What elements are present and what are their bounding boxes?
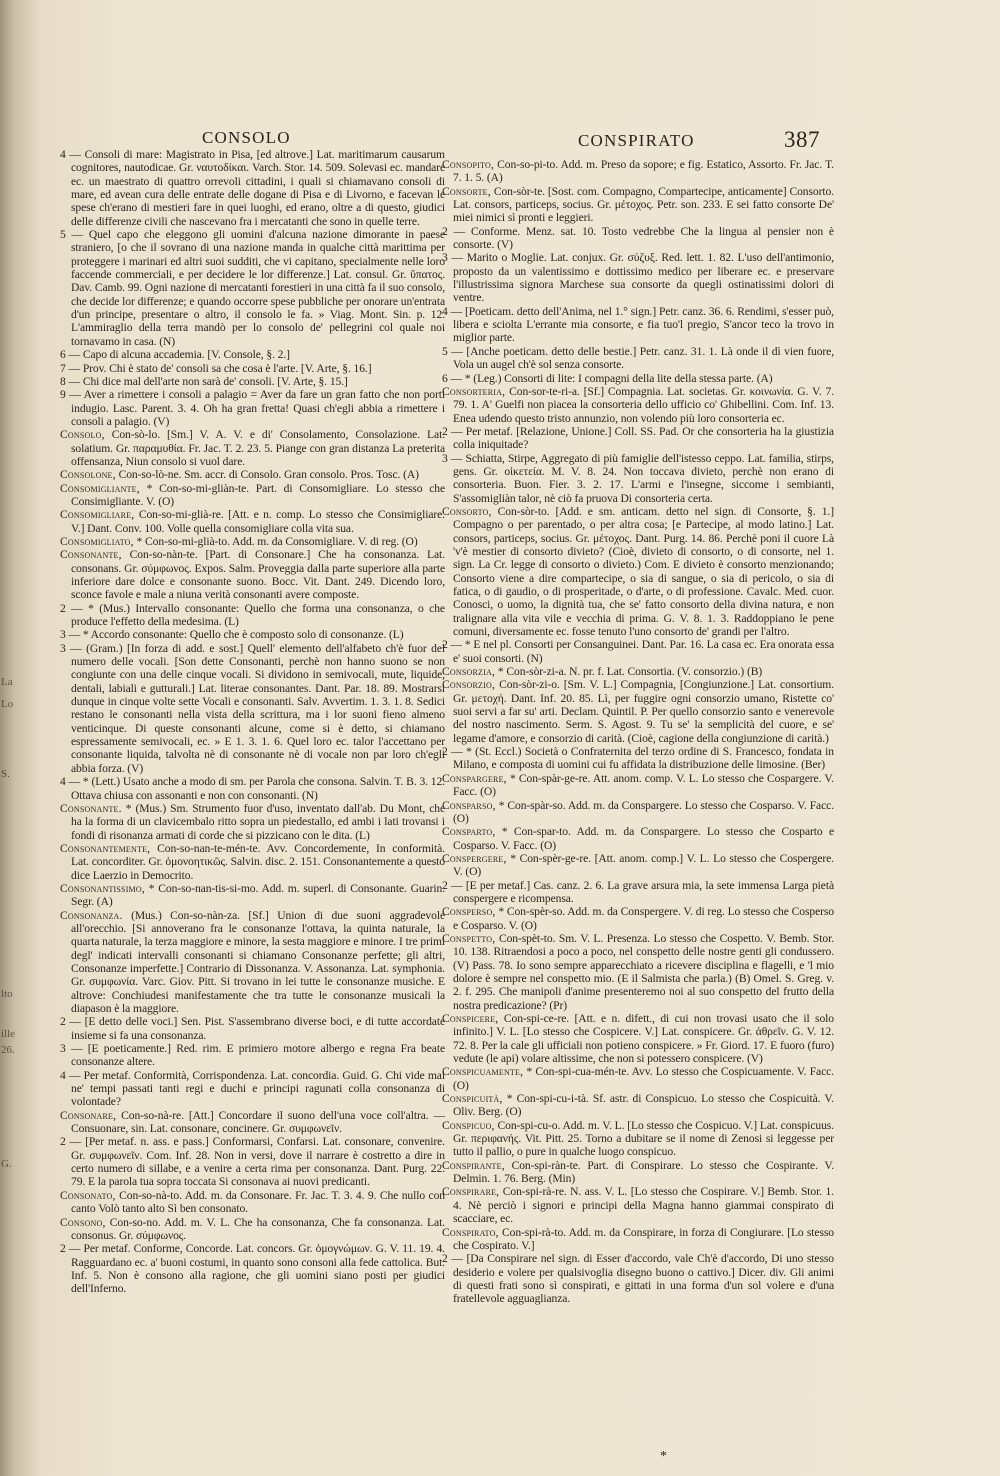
entry-text: * Con-spèr-so. Add. m. da Conspergere. V. di reg. Lo stesso che Cosperso e Cosparso. V. (O) bbox=[453, 905, 834, 932]
entry-headword: Consomigliato, bbox=[60, 534, 134, 548]
running-header-left: CONSOLO bbox=[202, 128, 291, 147]
entry-text: Con-spi-cu-o. Add. m. V. L. [Lo stesso che Cospicuo. V.] Lat. conspicuus. Gr. περιφανής. Vit. Pitt. 25. Torno a dubitare se il nome di Zenosi si leggesse per tutto il pallio, o pure in qualche luogo conspicuo. bbox=[453, 1118, 834, 1159]
entry-text: * Con-so-mi-glià-to. Add. m. da Consomigliare. V. di reg. (O) bbox=[136, 534, 418, 548]
entry-headword: Consorteria, bbox=[442, 384, 506, 398]
entry-text: Con-so-mi-glià-re. [Att. e n. comp. Lo stesso che Consimigliare. V.] Dant. Conv. 100. Volle quella consomigliare colla vita sua. bbox=[71, 508, 445, 535]
column-right bbox=[442, 158, 834, 1446]
entry-text: * (Lett.) Usato anche a modo di sm. per Parola che consona. Salvin. T. B. 3. 12. Ottava chiusa con assonanti e non con consonanti. (N) bbox=[71, 775, 445, 802]
entry-headword: Consparso, bbox=[442, 798, 496, 812]
entry-text: [Da Conspirare nel sign. di Esser d'accordo, vale Ch'è d'accordo, Di uno stesso desiderio e volere per qualsivoglia disegno buono o cattivo.] Dicer. div. Gli animi di questi frati sono sì conspirati, e gittati in una forma d'un sol volere e d'una fratellevole agguaglianza. bbox=[453, 1252, 834, 1306]
margin-fragment: Lo bbox=[1, 698, 14, 710]
sense-entry bbox=[442, 305, 834, 345]
entry-headword: Conspargere, bbox=[442, 771, 507, 785]
entry-headword: Conspirante, bbox=[442, 1158, 505, 1172]
sense-entry bbox=[442, 879, 834, 906]
entry-text: Per metaf. [Relazione, Unione.] Coll. SS. Pad. Or che consorteria ha la giustizia colla iniquitade? bbox=[453, 424, 834, 452]
dictionary-entry bbox=[60, 468, 445, 481]
entry-text: Con-sor-te-ri-a. [Sf.] Compagnia. Lat. societas. Gr. κοινωνία. G. V. 7. 79. 1. A' Guelfi non piacea la consorteria dello ufficio co' Ghibellini. Com. Inf. 13. Enea udendo questo tristo annunzio, non volendo più loro consorteria ec. bbox=[453, 384, 834, 425]
entry-text: [E detto delle voci.] Sen. Pist. S'assembrano diverse boci, e di tutte accordate insieme si fa una consonanza. bbox=[71, 1015, 445, 1042]
entry-text: Aver a rimettere i consoli a palagio = Aver da fare un gran fatto che non porti indugio. Lasc. Parent. 3. 4. Oh ha gran fretta! Quasi ch'egli abbia a rimettere i consoli a palagio. (V) bbox=[71, 388, 445, 428]
margin-fragment: G. bbox=[1, 1158, 12, 1170]
entry-text: Prov. Chi è stato de' consoli sa che cosa è l'arte. [V. Arte, §. 16.] bbox=[82, 361, 372, 375]
margin-fragment: 26. bbox=[1, 1044, 15, 1056]
sense-number: 2 — bbox=[60, 601, 83, 615]
entry-text: Con-so-nà-re. [Att.] Concordare il suono dell'una voce coll'altra. — Consuonare, sin. Lat. consonare, concinere. Gr. συμφωνεῖν. bbox=[71, 1108, 445, 1136]
sense-number: 2 — bbox=[442, 224, 466, 238]
dictionary-entry bbox=[60, 548, 445, 601]
entry-headword: Consorzio, bbox=[442, 678, 496, 692]
entry-text: Con-so-no. Add. m. V. L. Che ha consonanza, Che fa consonanza. Lat. consonus. Gr. σύμφωνος. bbox=[71, 1215, 445, 1242]
entry-text: Con-sòr-te. [Sost. com. Compagno, Compartecipe, anticamente] Consorto. Lat. consors, particeps, socius. Gr. μέτοχος. Petr. son. 233. E sei fatto consorte De' miei nimici sì pronti e leggieri. bbox=[453, 184, 834, 225]
sense-number: 2 — bbox=[60, 1242, 81, 1256]
sense-number: 9 — bbox=[60, 388, 81, 402]
entry-text: Chi dice mal dell'arte non sarà de' consoli. [V. Arte, §. 15.] bbox=[82, 374, 348, 388]
sense-entry bbox=[442, 372, 834, 385]
facing-page-margin bbox=[0, 0, 30, 1476]
sense-number: 4 — bbox=[60, 1068, 81, 1082]
sense-entry bbox=[442, 345, 834, 372]
entry-text: * Con-spàr-so. Add. m. da Conspargere. Lo stesso che Cosparso. V. Facc. (O) bbox=[453, 798, 834, 825]
dictionary-entry bbox=[442, 1092, 834, 1119]
sense-entry bbox=[60, 1069, 445, 1109]
sense-number: 2 — bbox=[60, 1015, 81, 1029]
entry-headword: Consonantissimo, bbox=[60, 881, 145, 895]
sense-entry bbox=[442, 251, 834, 304]
running-header-right: CONSPIRATO bbox=[578, 131, 695, 150]
sense-entry bbox=[60, 1242, 445, 1295]
sense-entry bbox=[442, 638, 834, 665]
sense-number: 4 — bbox=[60, 148, 81, 161]
entry-text: Quel capo che eleggono gli uomini d'alcuna nazione dimorante in paese straniero, [o che il sovrano di una nazione manda in qualche città marittima per proteggere i marinari ed altri suoi sudditi, che vi capitano, specialmente nelle loro faccende commerciali, e per decidere le lor differenze.] Lat. consul. Gr. ὕπατος. Dav. Camb. 99. Ogni nazione di mercatanti forestieri in una città fa il suo consolo, che decide lor differenze; e quando occorre spese pubbliche per onorare un'entrata d'un principe, presentare o altro, il consolo le fa. » Viag. Mont. Sin. p. 12. L'ammiraglio della terra mandò per lo consolo de' pellegrini col quale noi tornavamo in casa. (N) bbox=[71, 228, 445, 348]
dictionary-entry bbox=[442, 665, 834, 678]
entry-text: * Con-spèr-ge-re. [Att. anom. comp.] V. L. Lo stesso che Cospergere. V. (O) bbox=[453, 851, 834, 879]
sense-entry bbox=[442, 745, 834, 772]
entry-text: [Poeticam. detto dell'Anima, nel 1.° sign.] Petr. canz. 36. 6. Rendimi, s'esser può, libera e sciolta L'errante mia consorte, e fia tuo'l pregio, S'ancor teco la trovo in miglior parte. bbox=[453, 304, 834, 345]
entry-text: Con-so-nàn-te. [Part. di Consonare.] Che ha consonanza. Lat. consonans. Gr. σύμφωνος. Expos. Salm. Proveggia dalla parte superiore alla parte inferiore dare dolce e consonante suono. Bocc. Vit. Dant. 249. Dicendo loro, sconce favole e male a niuna verità consonanti avere composte. bbox=[71, 548, 445, 602]
dictionary-entry bbox=[442, 852, 834, 879]
entry-headword: Consonato, bbox=[60, 1188, 116, 1202]
entry-headword: Consopito, bbox=[442, 158, 495, 171]
dictionary-entry bbox=[60, 1189, 445, 1216]
entry-text: Schiatta, Stirpe, Aggregato di più famiglie dell'istesso ceppo. Lat. familia, stirps, gens. Gr. οἰκετεία. M. V. 8. 24. Non toccava divieto, perchè non erano di consorteria. Buon. Fier. 3. 2. 17. L'armi e l'insegne, siccome i sembianti, S'assomigliàn talor, nè ciò fa pruova Di consorteria certa. bbox=[453, 451, 834, 505]
dictionary-entry bbox=[60, 1216, 445, 1243]
entry-text: Con-spi-rà-to. Add. m. da Conspirare, in forza di Congiurare. [Lo stesso che Cospirato. V.] bbox=[453, 1225, 834, 1252]
dictionary-entry bbox=[442, 1012, 834, 1065]
entry-headword: Conspicere, bbox=[442, 1012, 499, 1025]
dictionary-entry bbox=[60, 508, 445, 535]
entry-text: Con-spèt-to. Sm. V. L. Presenza. Lo stesso che Cospetto. V. Bemb. Stor. 10. 138. Ritraendosi a poco a poco, nel conspetto delle nostre genti gli condussero. (V) Pass. 78. Io sono sempre apparecchiato a ricevere disciplina e flagelli, e 'l mio dolore è sempre nel conspetto mio. (E il Salmista che parla.) (B) Omel. S. Greg. v. 2. f. 295. Che manipoli d'anime presenteremo noi al suo conspetto del frutto della nostra predicazione? (Pr) bbox=[453, 931, 834, 1012]
sense-entry bbox=[442, 225, 834, 252]
entry-text: [E per metaf.] Cas. canz. 2. 6. La grave arsura mia, la sete immensa Larga pietà conspergere e ricompensa. bbox=[453, 878, 834, 905]
entry-text: Con-so-lò-ne. Sm. accr. di Consolo. Gran consolo. Pros. Tosc. (A) bbox=[118, 468, 419, 482]
entry-headword: Conspirare, bbox=[442, 1185, 500, 1199]
dictionary-entry bbox=[442, 772, 834, 799]
entry-text: * Con-spàr-ge-re. Att. anom. comp. V. L. Lo stesso che Cospargere. V. Facc. (O) bbox=[453, 771, 834, 799]
dictionary-entry bbox=[442, 1065, 834, 1092]
entry-text: Capo di alcuna accademia. [V. Console, §. 2.] bbox=[82, 348, 290, 362]
entry-headword: Consolo, bbox=[60, 428, 105, 442]
entry-text: Con-so-nan-te-mén-te. Avv. Concordemente, In conformità. Lat. concorditer. Gr. ὁμονοητικῶς. Salvin. disc. 2. 151. Consonantemente a questo dice Laerzio in Democrito. bbox=[71, 841, 445, 882]
entry-headword: Consomigliante, bbox=[60, 481, 140, 495]
sense-number: 8 — bbox=[60, 374, 80, 388]
sense-entry bbox=[60, 642, 445, 775]
sense-number: 4 — bbox=[60, 775, 81, 789]
entry-headword: Consparto, bbox=[442, 825, 496, 839]
entry-headword: Conspetto, bbox=[442, 931, 496, 945]
dictionary-entry bbox=[60, 428, 445, 468]
dictionary-entry bbox=[442, 799, 834, 826]
column-left bbox=[60, 148, 445, 1398]
dictionary-entry bbox=[442, 905, 834, 932]
entry-headword: Conspirato, bbox=[442, 1225, 499, 1239]
margin-fragment: La bbox=[1, 676, 13, 688]
dictionary-entry bbox=[442, 185, 834, 225]
entry-headword: Consonanza. bbox=[60, 908, 123, 922]
dictionary-entry bbox=[442, 1226, 834, 1253]
sense-number: 3 — bbox=[442, 451, 463, 465]
dictionary-entry bbox=[60, 882, 445, 909]
sense-number: 2 — bbox=[442, 745, 463, 759]
entry-text: [E poeticamente.] Red. rim. E primiero motore albergo e regna Fra beate consonanze altere. bbox=[71, 1042, 445, 1069]
dictionary-entry bbox=[60, 482, 445, 509]
entry-headword: Consonante, bbox=[60, 548, 122, 562]
entry-headword: Conspicuità, bbox=[442, 1092, 503, 1106]
entry-text: * (Leg.) Consorti di lite: I compagni della lite della stessa parte. (A) bbox=[464, 371, 773, 385]
sense-entry bbox=[60, 1135, 445, 1188]
sense-entry bbox=[60, 775, 445, 802]
footer-mark: * bbox=[660, 1449, 667, 1464]
entry-text: * (Mus.) Sm. Strumento fuor d'uso, inventato dall'ab. Du Mont, che ha la forma di un clavicembalo ritto sopra un piedestallo, ed ambi i lati trovansi i fondi di risonanza armati di corde che si pizzicano con le dita. (L) bbox=[71, 801, 445, 842]
entry-text: Per metaf. Conformità, Corrispondenza. Lat. concordia. Guid. G. Chi vide mai ne' tempi passati tanti regi e duchi e principi ragunati colla consonanza di volontade? bbox=[71, 1068, 445, 1109]
sense-entry bbox=[442, 1252, 834, 1305]
sense-number: 2 — bbox=[60, 1135, 82, 1149]
entry-text: * (Mus.) Intervallo consonante: Quello che forma una consonanza, o che produce l'effetto della medesima. (L) bbox=[71, 601, 445, 629]
entry-text: Con-spi-rà-re. N. ass. V. L. [Lo stesso che Cospirare. V.] Bemb. Stor. 1. 4. Nè perciò i signori e principi della Magna hanno giammai conspirato di scacciare, ec. bbox=[453, 1185, 834, 1226]
entry-text: Consoli di mare: Magistrato in Pisa, [ed altrove.] Lat. maritimarum causarum cognitores, nautodicae. Gr. ναυτοδίκαι. Varch. Stor. 14. 509. Solevasi ec. mandare ec. un maestrato di quattro orrevoli cittadini, i quali si chiamavano consoli di mare, ed avean cura delle entrate delle dogane di Pisa e di Livorno, e facevan le spese ch'erano di mestieri fare in quei luoghi, ed erano, oltre a di questo, giudici delle differenze civili che nascevano fra i mercatanti che sono in quelle terre. bbox=[71, 148, 445, 228]
sense-number: 3 — bbox=[60, 641, 82, 655]
entry-text: (Mus.) Con-so-nàn-za. [Sf.] Union di due suoni aggradevole all'orecchio. [Si annoverano fra le consonanze l'ottava, la quinta naturale, la quarta naturale, la terza maggiore e minore, la sesta maggiore e minore. I tre primi degl' indicati intervalli consonanti si chiamano Consonanze perfette; gli altri, Consonanze imperfette.] Contrario di Dissonanza. V. Assonanza. Lat. symphonia. Gr. συμφωνία. Varc. Giov. Pitt. Si trovano in lei tutte le consonanze musiche. E altrove: Conchiudesi manifestamente che tra tutte le consonanze musicali la diapason è la maggiore. bbox=[71, 908, 445, 1015]
sense-number: 2 — bbox=[442, 638, 463, 652]
sense-entry bbox=[60, 602, 445, 629]
page-number: 387 bbox=[784, 127, 820, 152]
entry-text: Con-spi-ce-re. [Att. e n. difett., di cui non trovasi usato che il solo infinito.] V. L. [Lo stesso che Cospicere. V.] Lat. conspicere. Gr. ἀθρεῖν. G. V. 12. 72. 8. Per la cale gli ufficiali non potieno conspicere. » Fr. Giord. 17. E fuoro (furo) vedute (le api) volare altissime, che non si potessero conspicere. (V) bbox=[453, 1012, 834, 1066]
entry-headword: Consomigliare, bbox=[60, 508, 135, 522]
sense-number: 2 — bbox=[442, 1252, 463, 1266]
entry-headword: Consonare, bbox=[60, 1108, 117, 1122]
entry-text: Con-sò-lo. [Sm.] V. A. V. e di' Consolamento, Consolazione. Lat. solatium. Gr. παραμυθία. Fr. Jac. T. 2. 23. 5. Piange con gran distanza La preterita offensanza, Niun consolo si vuol dare. bbox=[71, 428, 445, 468]
sense-number: 5 — bbox=[442, 344, 463, 358]
entry-headword: Conspergere, bbox=[442, 851, 507, 865]
entry-text: Con-sòr-to. [Add. e sm. anticam. detto nel sign. di Consorte, §. 1.] Compagno o per parentado, o per altra cosa; [e Partecipe, al modo latino.] Lat. consors, particeps, socius. Gr. μέτοχος. Dant. Purg. 14. 86. Perchè poni il cuore Là 'v'è mestier di consorto divieto? (Cioè, divieto di consorto, o di consorte, nel 1. sign. La Cr. legge di consorto o divieto.) Com. E divieto è consorto menzionando; Consorto viene a dire compartecipe, o sia di sangue, o sia di pericolo, o sia di fatica, o di gaudio, o di prosperitade, o d'arte, o di professione. Cavalc. Med. cuor. Conosci, o uomo, la dignità tua, che se' fatto consorto della divina natura, e non tralignare alla vita vile e vecchia di prima. G. V. 8. 1. 3. Raddoppiano le pene comuni, diversamente ec. fosse tenuto l'uno consorto de' grandi per l'altro. bbox=[453, 504, 834, 639]
entry-headword: Consperso, bbox=[442, 905, 496, 919]
dictionary-entry bbox=[60, 1109, 445, 1136]
sense-number: 2 — bbox=[442, 878, 463, 892]
entry-text: * (St. Eccl.) Società o Confraternita del terzo ordine di S. Francesco, fondata in Milano, e composta di uomini cui fu affidata la distribuzione delle limosine. (Ber) bbox=[453, 745, 834, 772]
sense-number: 6 — bbox=[442, 371, 462, 385]
entry-text: * E nel pl. Consorti per Consanguinei. Dant. Par. 16. La casa ec. Era onorata essa e' suoi consorti. (N) bbox=[453, 638, 834, 665]
entry-text: Per metaf. Conforme, Concorde. Lat. concors. Gr. ὁμογνώμων. G. V. 11. 19. 4. Ragguardano ec. a' buoni costumi, in quanto sono consoni alla fede cattolica. But. Inf. 5. Non è consono alla ragione, che gli uomini siano posti per giudici dell'Inferno. bbox=[71, 1242, 445, 1296]
entry-text: [Per metaf. n. ass. e pass.] Conformarsi, Confarsi. Lat. consonare, convenire. Gr. συμφωνεῖν. Com. Inf. 28. Non in versi, dove il narrare è costretto a dire in certo numero di sillabe, e a venire a certa rima per consonanza. Dant. Purg. 22. 79. E la parola tua sopra toccata Si consonava ai nuovi predicanti. bbox=[71, 1135, 445, 1189]
dictionary-entry bbox=[442, 1119, 834, 1159]
entry-headword: Conspicuamente, bbox=[442, 1065, 524, 1079]
entry-text: * Con-so-mi-gliàn-te. Part. di Consomigliare. Lo stesso che Consimigliante. V. (O) bbox=[71, 481, 445, 508]
entry-text: (Gram.) [In forza di add. e sost.] Quell' elemento dell'alfabeto ch'è fuor del numero delle vocali. [Son dette Consonanti, perchè non hanno suono se non congiunte con una delle cinque vocali. Si dividono in semivocali, mute, liquide, dentali, labiali e gutturali.] Lat. literae consonantes. Dant. Par. 18. 89. Mostrarsi dunque in cinque volte sette Vocali e consonanti. Salv. Avvertim. 1. 3. 1. 8. Sedici restano le consonanti nella vista della scrittura, ma i lor suoni fieno almeno venticinque. Di queste consonanti alcune, come si è detto, si chiamano espressamente semivocali, ec. » E 1. 3. 1. 6. Quel loro ec. talor l'accettano per consonante liquida, talvolta nè di consonante nè di vocale non par loro ch'egli abbia forza. (V) bbox=[71, 641, 445, 775]
entry-text: Con-so-nà-to. Add. m. da Consonare. Fr. Jac. T. 3. 4. 9. Che nullo con canto Volò tanto alto Sì ben consonato. bbox=[71, 1188, 445, 1216]
entry-text: * Con-spi-cua-mén-te. Avv. Lo stesso che Cospicuamente. V. Facc. (O) bbox=[453, 1065, 834, 1092]
dictionary-entry bbox=[442, 1159, 834, 1186]
entry-headword: Consono, bbox=[60, 1215, 106, 1229]
entry-text: * Con-spi-cu-i-tà. Sf. astr. di Conspicuo. Lo stesso che Cospicuità. V. Oliv. Berg. (O) bbox=[453, 1092, 834, 1119]
sense-number: 3 — bbox=[60, 628, 80, 642]
entry-text: Marito o Moglie. Lat. conjux. Gr. σύζυξ. Red. lett. 1. 82. L'uso dell'antimonio, proposto da un valentissimo e dottissimo medico per liberare ec. e preservare l'illustrissima signora Marchese sua consorte da quegli ostinatissimi dolori di ventre. bbox=[453, 251, 834, 305]
sense-number: 2 — bbox=[442, 424, 463, 438]
sense-number: 3 — bbox=[442, 251, 463, 265]
dictionary-entry bbox=[60, 535, 445, 548]
dictionary-entry bbox=[442, 1185, 834, 1225]
dictionary-entry bbox=[60, 909, 445, 1016]
entry-text: Conforme. Menz. sat. 10. Tosto vedrebbe Che la lingua al pensier non è consorte. (V) bbox=[453, 224, 834, 252]
sense-entry bbox=[60, 228, 445, 348]
entry-headword: Consorte, bbox=[442, 184, 491, 198]
entry-headword: Conspicuo, bbox=[442, 1118, 495, 1132]
dictionary-entry bbox=[442, 825, 834, 852]
sense-entry bbox=[60, 1042, 445, 1069]
sense-entry bbox=[60, 362, 445, 375]
dictionary-entry bbox=[442, 505, 834, 638]
sense-entry bbox=[60, 628, 445, 641]
dictionary-entry bbox=[60, 802, 445, 842]
sense-entry bbox=[60, 148, 445, 228]
entry-text: * Accordo consonante: Quello che è composto solo di consonanze. (L) bbox=[82, 628, 404, 642]
margin-fragment: lto bbox=[1, 988, 13, 1000]
dictionary-entry bbox=[442, 385, 834, 425]
sense-number: 7 — bbox=[60, 361, 80, 375]
sense-number: 4 — bbox=[442, 304, 463, 318]
margin-fragment: ille bbox=[1, 1028, 16, 1040]
entry-text: Con-so-pi-to. Add. m. Preso da sopore; e fig. Estatico, Assorto. Fr. Jac. T. 7. 1. 5. (A) bbox=[453, 158, 834, 185]
sense-entry bbox=[60, 375, 445, 388]
sense-entry bbox=[442, 425, 834, 452]
dictionary-entry bbox=[442, 678, 834, 745]
entry-text: Con-spi-ràn-te. Part. di Conspirare. Lo stesso che Cospirante. V. Delmin. 1. 76. Berg. (Min) bbox=[453, 1158, 834, 1186]
dictionary-entry bbox=[442, 158, 834, 185]
entry-headword: Consonante. bbox=[60, 801, 122, 815]
sense-number: 6 — bbox=[60, 348, 80, 362]
entry-text: Con-sòr-zi-o. [Sm. V. L.] Compagnia, [Congiunzione.] Lat. consortium. Gr. μετοχή. Dant. Inf. 20. 85. Lì, per fuggire ogni consorzio umano, Ristette co' suoi servi a far su' arti. Declam. Quintil. P. Per quello consorzio santo e venerevole del nostro nascimento. Serm. S. Agost. 9. Tu se' la semplicità del cuore, e se' legame d'amore, e consorzio di carità. (Cioè, cagione della congiunzione di carità.) bbox=[453, 678, 834, 745]
sense-entry bbox=[442, 452, 834, 505]
entry-text: * Con-so-nan-tis-si-mo. Add. m. superl. di Consonante. Guarin. Segr. (A) bbox=[71, 881, 445, 909]
entry-headword: Consonantemente, bbox=[60, 841, 151, 855]
entry-text: [Anche poeticam. detto delle bestie.] Petr. canz. 31. 1. Là onde il dì vien fuore, Vola un augel ch'è sol senza consorte. bbox=[453, 344, 834, 372]
sense-entry bbox=[60, 388, 445, 428]
entry-headword: Consolone, bbox=[60, 468, 116, 482]
entry-text: * Con-spar-to. Add. m. da Conspargere. Lo stesso che Cosparto e Cosparso. V. Facc. (O) bbox=[453, 825, 834, 852]
sense-entry bbox=[60, 348, 445, 361]
sense-number: 5 — bbox=[60, 228, 83, 242]
entry-headword: Consorto, bbox=[442, 504, 492, 518]
sense-number: 3 — bbox=[60, 1042, 83, 1056]
entry-headword: Consorzia, bbox=[442, 665, 496, 679]
dictionary-entry bbox=[442, 932, 834, 1012]
sense-entry bbox=[60, 1015, 445, 1042]
dictionary-entry bbox=[60, 842, 445, 882]
margin-fragment: S. bbox=[1, 768, 10, 780]
entry-text: * Con-sòr-zi-a. N. pr. f. Lat. Consortia. (V. consorzio.) (B) bbox=[497, 665, 763, 679]
